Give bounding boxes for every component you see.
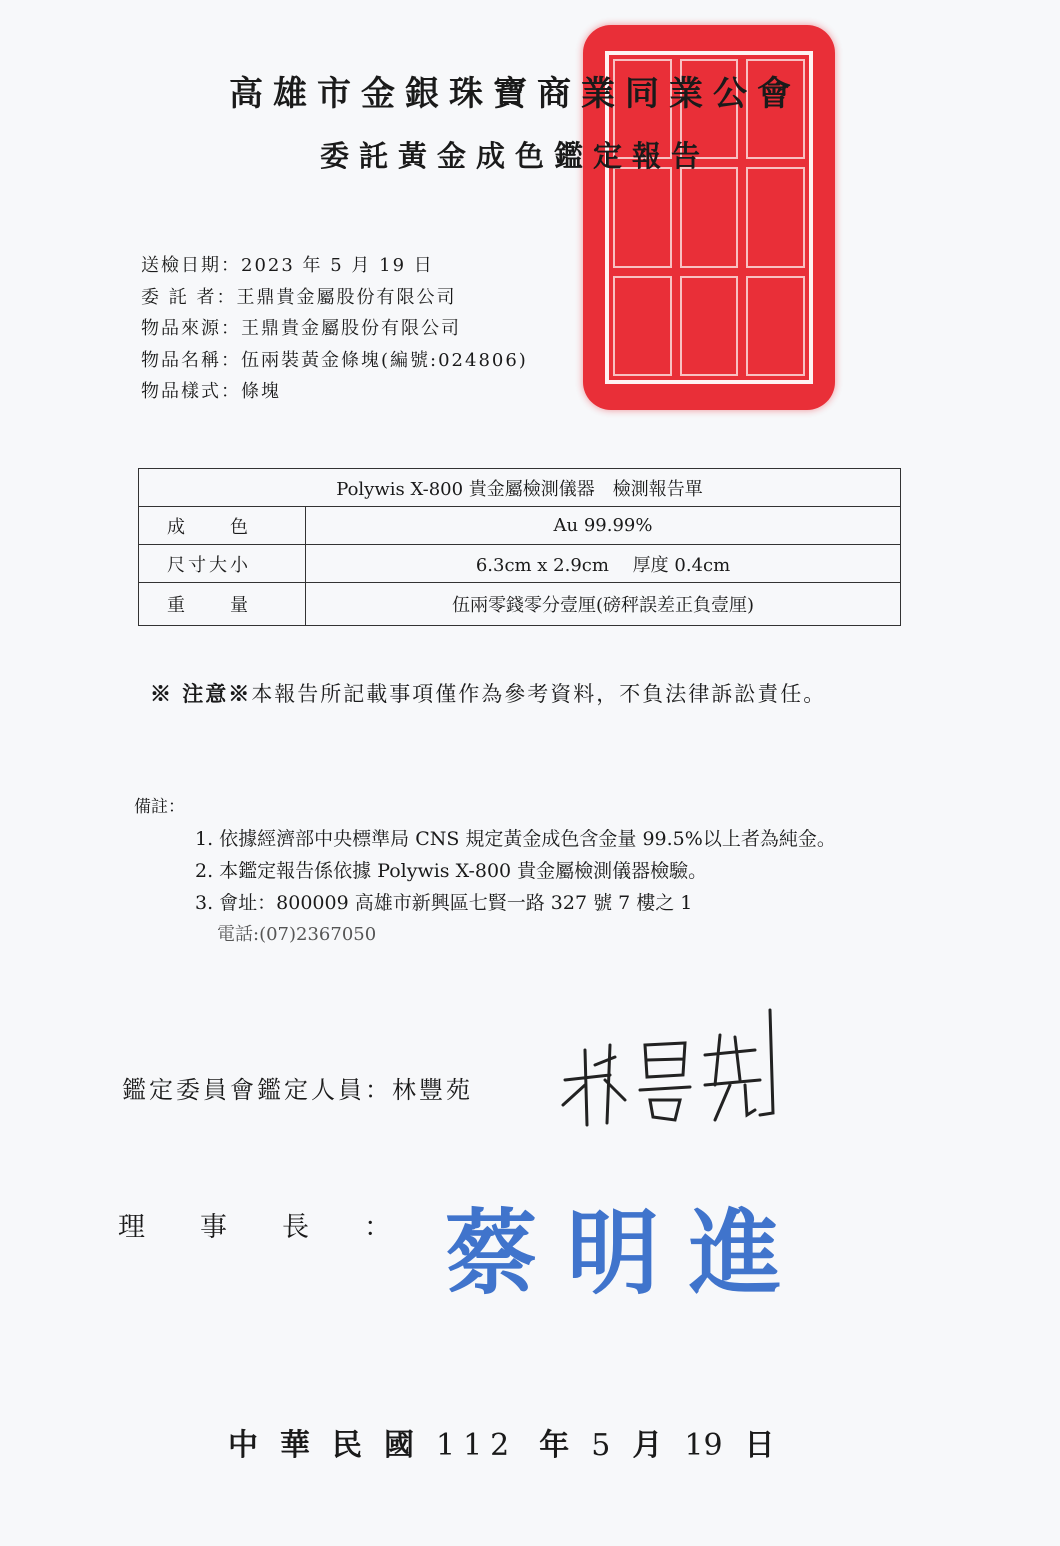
info-row: 委 託 者：王鼎貴金屬股份有限公司 (141, 286, 457, 308)
association-title: 高雄市金銀珠寶商業同業公會 (229, 74, 801, 114)
info-row: 物品來源：王鼎貴金屬股份有限公司 (141, 318, 461, 339)
remark-item: 1. 依據經濟部中央標準局 CNS 規定黃金成色含金量 99.5%以上者為純金。 (195, 828, 836, 850)
table-row: 成 色 Au 99.99% (139, 507, 901, 545)
issue-date: 中 華 民 國 112 年 5 月 19 日 (228, 1428, 775, 1463)
table-header-row (139, 469, 901, 507)
disclaimer-notice: ※ 注意※本報告所記載事項僅作為參考資料，不負法律訴訟責任。 (150, 681, 827, 706)
report-title: 委託黃金成色鑑定報告 (319, 139, 710, 173)
remark-item: 2. 本鑑定報告係依據 Polywis X-800 貴金屬檢測儀器檢驗。 (195, 860, 708, 882)
remarks-label: 備註： (134, 797, 185, 817)
chairman-name-stamp: 蔡明進 (445, 1199, 812, 1307)
remark-item: 3. 會址：800009 高雄市新興區七賢一路 327 號 7 樓之 1 (195, 892, 693, 914)
info-row: 送檢日期：2023 年 5 月 19 日 (141, 255, 434, 276)
chairman-label: 理 事 長 ： (118, 1212, 391, 1243)
submission-info (141, 250, 528, 408)
table-header: Polywis X-800 貴金屬檢測儀器 檢測報告單 (139, 469, 901, 507)
phone-number: 電話:(07)2367050 (217, 924, 377, 945)
table-row: 尺寸大小 6.3cm x 2.9cm 厚度 0.4cm (139, 545, 901, 583)
remarks-list (195, 823, 836, 919)
handwritten-signature (555, 1005, 795, 1139)
test-report-table (138, 468, 901, 626)
info-row: 物品樣式：條塊 (141, 381, 281, 402)
info-row: 物品名稱：伍兩裝黃金條塊(編號:024806) (141, 349, 528, 371)
table-row: 重 量 伍兩零錢零分壹厘(磅秤誤差正負壹厘) (139, 583, 901, 626)
inspector-line: 鑑定委員會鑑定人員：林豐苑 (122, 1076, 473, 1104)
